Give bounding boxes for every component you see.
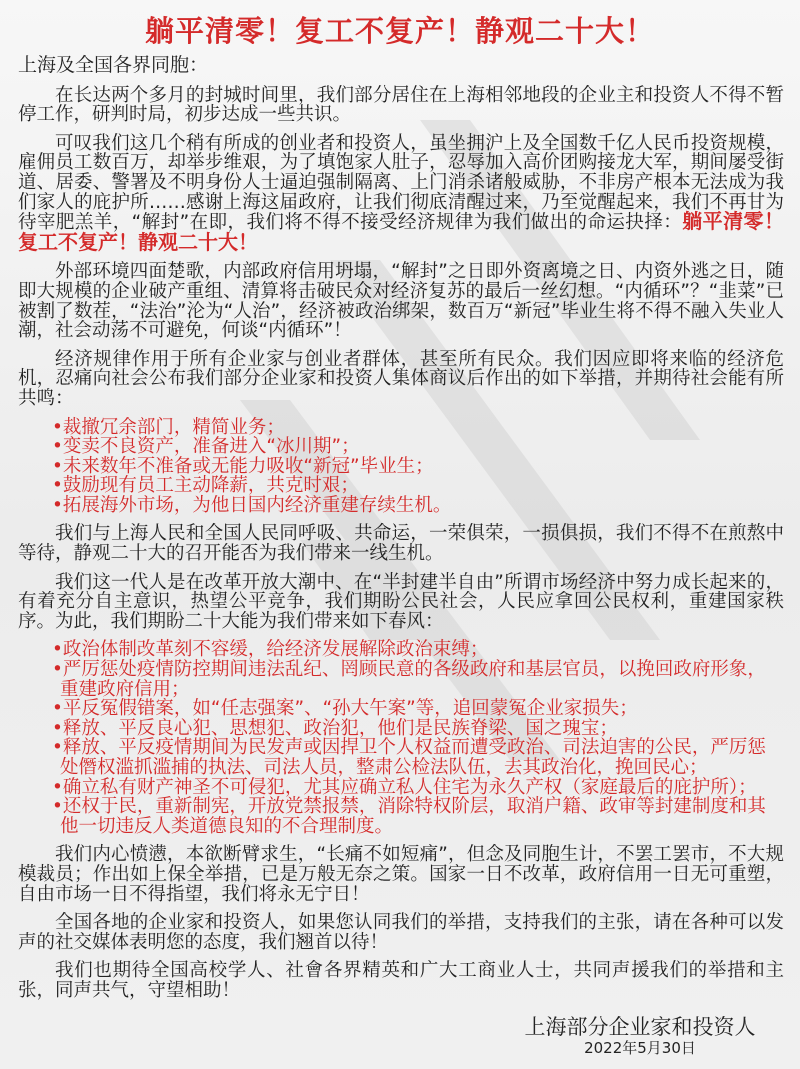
demands-list [18, 640, 784, 836]
paragraph-2-text: 可叹我们这几个稍有所成的创业者和投资人，虽坐拥沪上及全国数千亿人民币投资规模，雇佣员工数百万，却举步维艰，为了填饱家人肚子，忍辱加入高价团购接龙大军，期间屡受街道、居委、警署及不明身份人士逼迫强制隔离、上门消杀诸般威胁，不非房产根本无法成为我们家人的庇护所……感谢上海这届政府，让我们彻底清醒过来，乃至觉醒起来，我们不再甘为待宰肥羔羊，“解封”在即，我们将不得不接受经济规律为我们做出的命运抉择： [18, 132, 784, 234]
measure-item: • 拓展海外市场，为他日国内经济重建存续生机。 [52, 496, 784, 516]
demand-item: • 平反冤假错案，如“任志强案”、“孙大午案”等，追回蒙冤企业家损失； [52, 699, 784, 719]
demand-item: • 释放、平反良心犯、思想犯、政治犯，他们是民族脊梁、国之瑰宝； [52, 719, 784, 739]
paragraph-8: 全国各地的企业家和投资人，如果您认同我们的举措，支持我们的主张，请在各种可以发声的社交媒体表明您的态度，我们翘首以待！ [18, 912, 784, 953]
paragraph-7: 我们内心愤懑，本欲断臂求生，“长痛不如短痛”，但念及同胞生计，不罢工罢市，不大规模裁员；作出如上保全举措，已是万般无奈之策。国家一日不改革，政府信用一日无可重塑，自由市场一日不得指望，我们将永无宁日！ [18, 844, 784, 905]
signature-date: 2022年5月30日 [584, 1038, 696, 1057]
slogan: 躺平清零！复工不复产！静观二十大！ [18, 209, 785, 254]
demand-item: • 严厉惩处疫情防控期间违法乱纪、罔顾民意的各级政府和基层官员，以挽回政府形象，重建政府信用； [52, 660, 784, 699]
letter-body [18, 56, 784, 1057]
paragraph-5: 我们与上海人民和全国人民同呼吸、共命运，一荣俱荣，一损俱损，我们不得不在煎熬中等待，静观二十大的召开能否为我们带来一线生机。 [18, 523, 784, 565]
demand-item: • 还权于民，重新制宪，开放党禁报禁，消除特权阶层，取消户籍、政审等封建制度和其他一切违反人类道德良知的不合理制度。 [52, 797, 784, 836]
paragraph-6: 我们这一代人是在改革开放大潮中、在“半封建半自由”所谓市场经济中努力成长起来的，有着充分自主意识，热望公平竞争，我们期盼公民社会，人民应拿回公民权利，重建国家秩序。为此，我们期盼二十大能为我们带来如下春风： [18, 571, 784, 632]
demand-item: • 政治体制改革刻不容缓，给经济发展解除政治束缚； [52, 640, 784, 660]
signature-block [520, 1015, 760, 1057]
paragraph-2 [18, 134, 784, 254]
measure-item: • 裁撤冗余部门，精简业务； [52, 418, 784, 438]
measures-list [18, 418, 784, 516]
signature-organization: 上海部分企业家和投资人 [524, 1014, 756, 1039]
paragraph-4: 经济规律作用于所有企业家与创业者群体，甚至所有民众。我们因应即将来临的经济危机，忍痛向社会公布我们部分企业家和投资人集体商议后作出的如下举措，并期待社会能有所共鸣： [18, 348, 784, 409]
paragraph-9: 我们也期待全国高校学人、社會各界精英和广大工商业人士，共同声援我们的举措和主张，同声共气，守望相助！ [18, 960, 784, 1001]
demand-item: • 释放、平反疫情期间为民发声或因捍卫个人权益而遭受政治、司法迫害的公民，严厉惩处僭权滥抓滥捕的执法、司法人员，整肃公检法队伍，去其政治化，挽回民心； [52, 738, 784, 777]
paragraph-1: 在长达两个多月的封城时间里，我们部分居住在上海相邻地段的企业主和投资人不得不暂停工作，研判时局，初步达成一些共识。 [18, 84, 784, 126]
demand-item: • 确立私有财产神圣不可侵犯，尤其应确立私人住宅为永久产权（家庭最后的庇护所）； [52, 778, 784, 798]
measure-item: • 未来数年不准备或无能力吸收“新冠”毕业生； [52, 457, 784, 477]
document-title: 躺平清零！复工不复产！静观二十大！ [144, 14, 655, 48]
measure-item: • 鼓励现有员工主动降薪，共克时艰； [52, 476, 784, 496]
measure-item: • 变卖不良资产，准备进入“冰川期”； [52, 437, 784, 457]
greeting: 上海及全国各界同胞： [18, 54, 209, 76]
paragraph-3: 外部环境四面楚歌，内部政府信用坍塌，“解封”之日即外资离境之日、内资外逃之日，随即大规模的企业破产重组、清算将击破民众对经济复苏的最后一丝幻想。“内循环”？“韭菜”已被割了数茬，“法治”沦为“人治”，经济被政治绑架，数百万“新冠”毕业生将不得不融入失业人潮，社会动荡不可避免，何谈“内循环”！ [18, 261, 784, 342]
